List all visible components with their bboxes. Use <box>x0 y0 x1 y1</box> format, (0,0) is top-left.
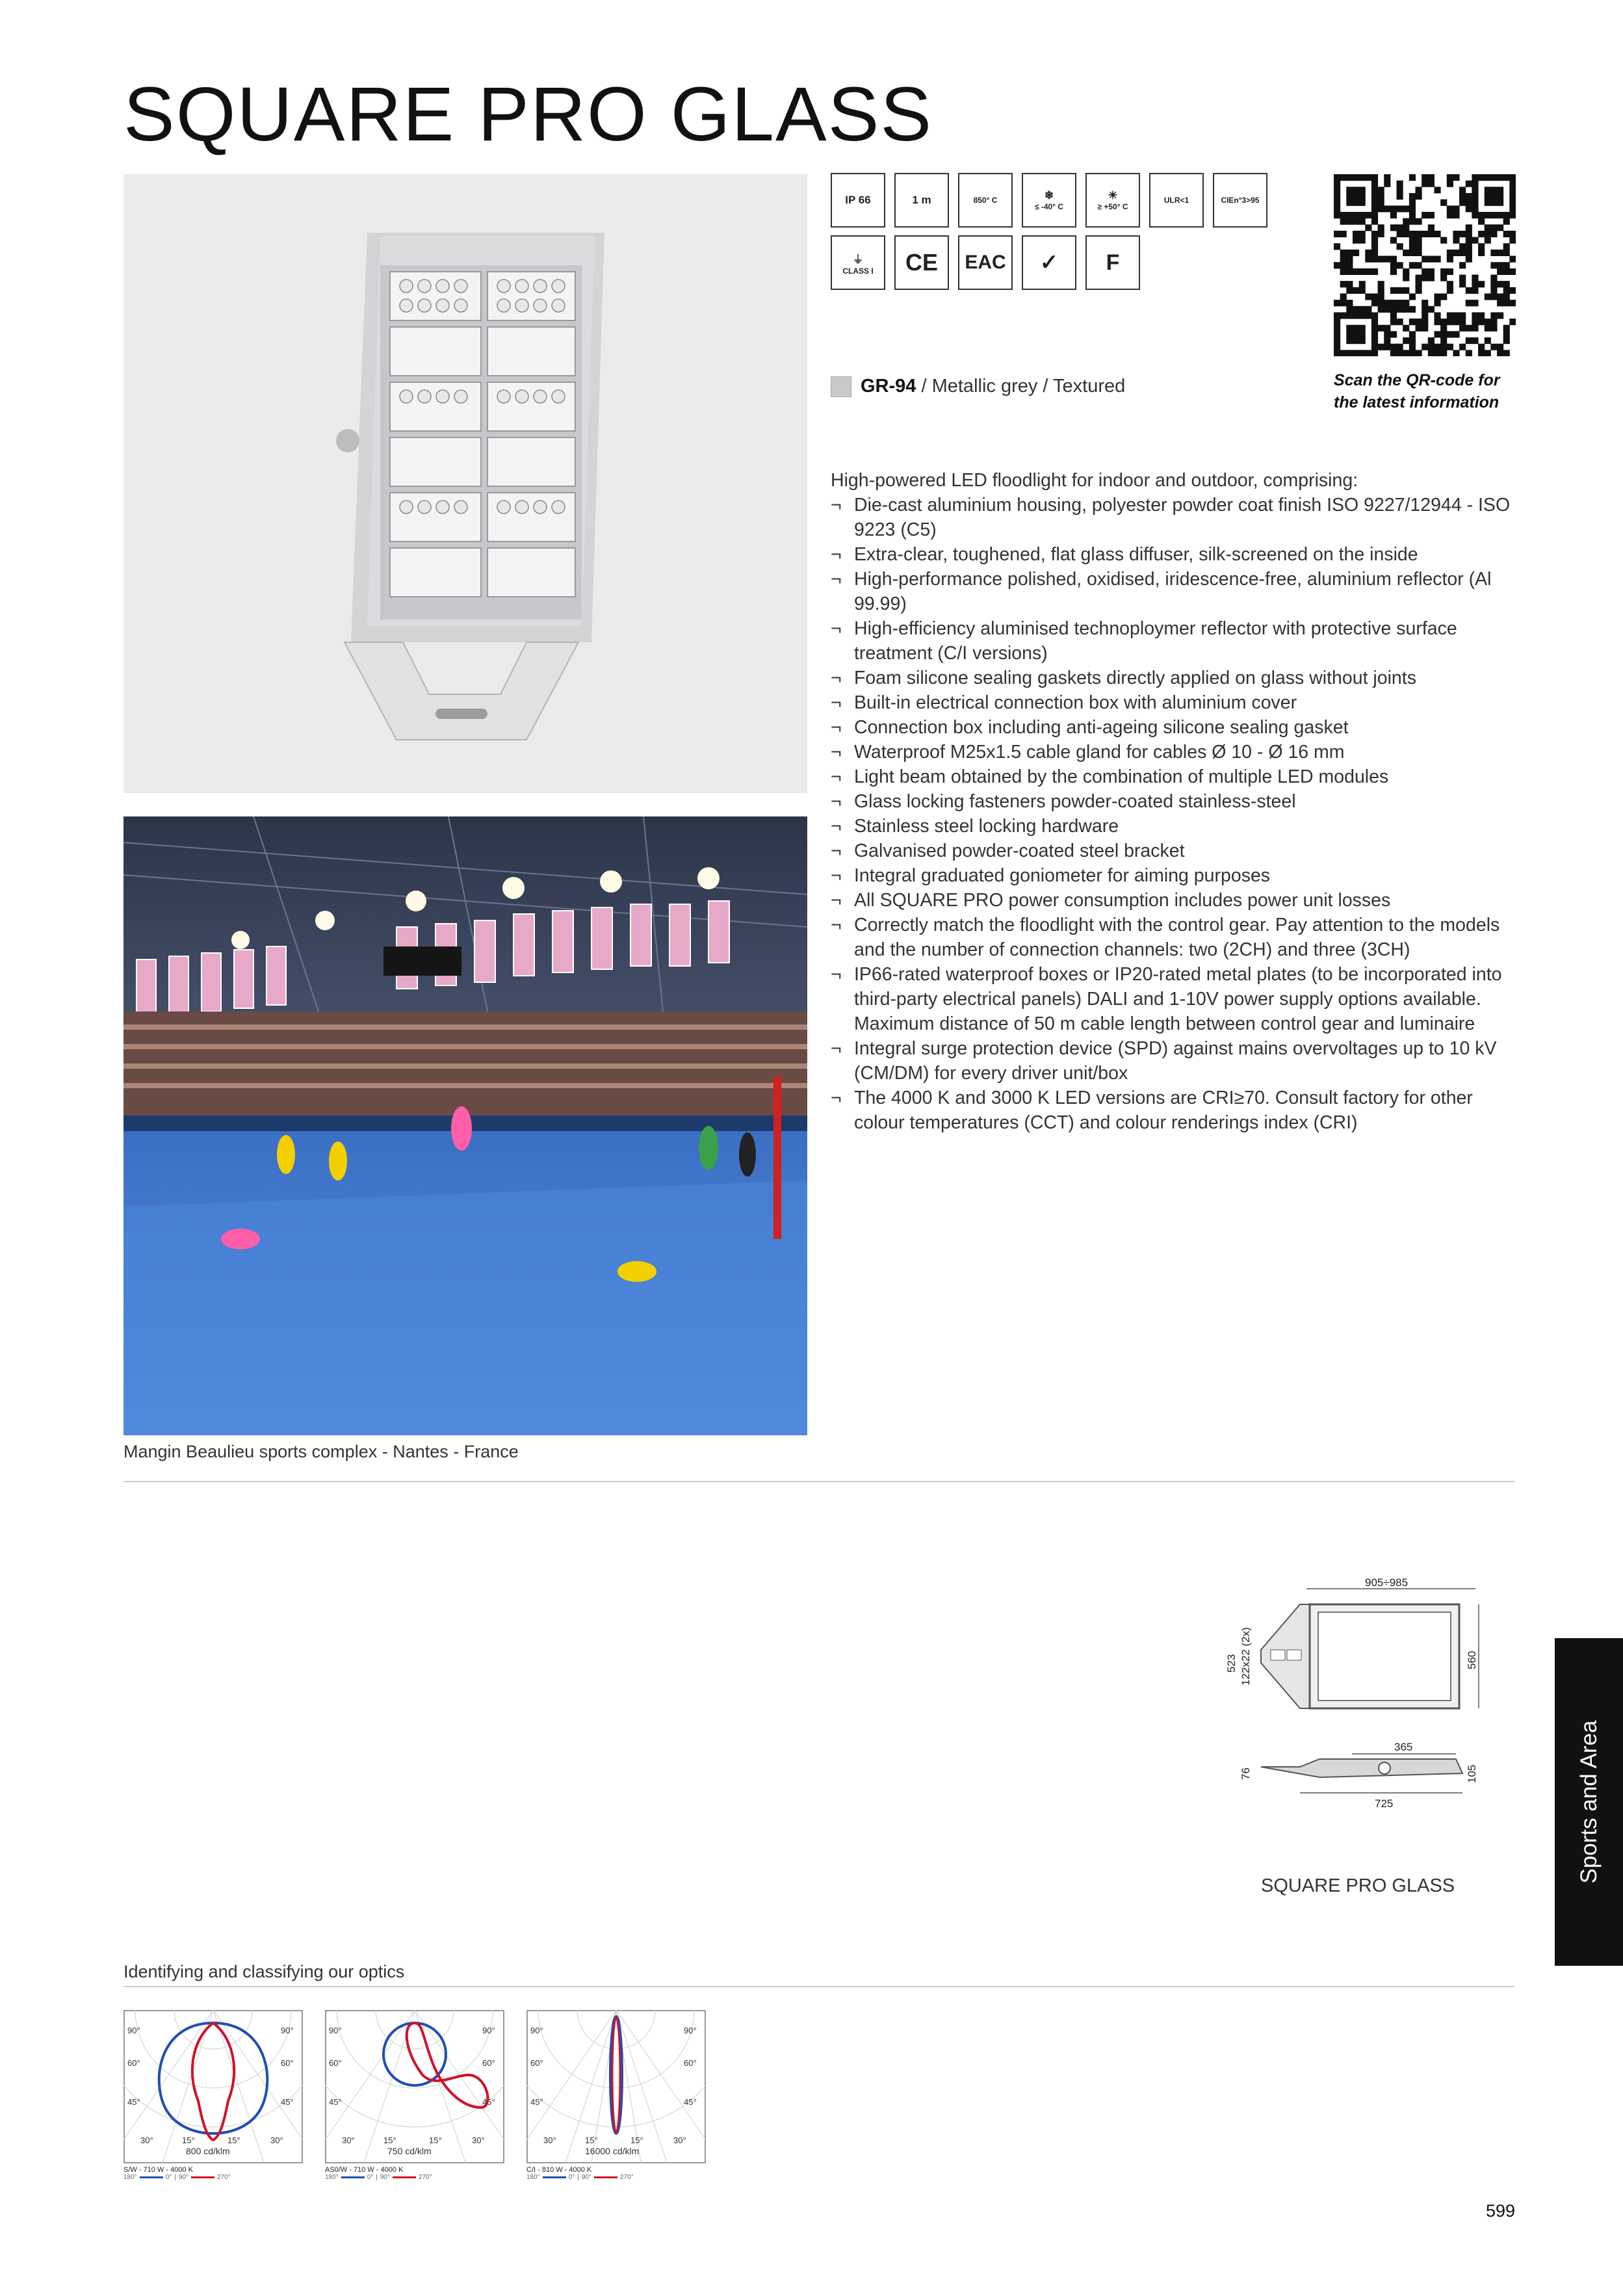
dim-side-bottom: 725 <box>1375 1797 1394 1810</box>
feature-item: ¬ Glass locking fasteners powder-coated stainless-steel <box>831 789 1520 814</box>
feature-item: ¬ Die-cast aluminium housing, polyester powder coat finish ISO 9227/12944 - ISO 9223 (C5) <box>831 493 1520 542</box>
color-swatch <box>831 376 851 397</box>
svg-text:45°: 45° <box>530 2097 543 2107</box>
feature-item: ¬ IP66-rated waterproof boxes or IP20-rated metal plates (to be incorporated into third-party electrical panels) DALI and 1-10V power supply options available. Maximum distance of 50 m cable length between control gear and luminaire <box>831 962 1520 1036</box>
cable-length-icon: 1 m <box>894 173 949 228</box>
optic-code: AS0/W - 710 W - 4000 K <box>325 2166 404 2174</box>
svg-text:45°: 45° <box>482 2097 495 2107</box>
optic-diagram-sw <box>123 2010 303 2181</box>
svg-text:60°: 60° <box>684 2058 697 2068</box>
optic-diagram-as0w <box>325 2010 504 2181</box>
feature-item: ¬ The 4000 K and 3000 K LED versions are CRI≥70. Consult factory for other colour temperatures (CCT) and colour renderings index (CRI) <box>831 1086 1520 1135</box>
polar-diagram <box>123 2010 303 2163</box>
section-tab-label: Sports and Area <box>1576 1720 1602 1884</box>
svg-text:45°: 45° <box>127 2097 140 2107</box>
finish-text: GR-94 / Metallic grey / Textured <box>861 376 1126 397</box>
feature-item: ¬ Connection box including anti-ageing silicone sealing gasket <box>831 715 1520 740</box>
spec-icons-row <box>831 173 1267 228</box>
product-description <box>831 468 1520 1135</box>
qr-code-graphic <box>1334 174 1516 356</box>
svg-text:15°: 15° <box>630 2135 643 2145</box>
glow-wire-icon: 850° C <box>958 173 1013 228</box>
optic-diagram-ci <box>526 2010 706 2181</box>
section-tab <box>1555 1638 1623 1966</box>
svg-text:60°: 60° <box>329 2058 342 2068</box>
product-photo <box>123 174 807 793</box>
feature-list <box>831 493 1520 1135</box>
dim-slot: 122x22 (2x) <box>1240 1627 1252 1686</box>
svg-text:45°: 45° <box>684 2097 697 2107</box>
optic-code: C/I - 810 W - 4000 K <box>526 2166 592 2174</box>
finish-option <box>831 376 1125 397</box>
eac-mark-icon: EAC <box>958 235 1013 290</box>
optic-legend: 180° 0° | 90° 270° <box>325 2174 432 2181</box>
svg-text:60°: 60° <box>281 2058 294 2068</box>
svg-text:90°: 90° <box>530 2026 543 2035</box>
svg-text:15°: 15° <box>429 2135 442 2145</box>
svg-text:60°: 60° <box>530 2058 543 2068</box>
polar-diagram <box>325 2010 504 2163</box>
svg-text:60°: 60° <box>127 2058 140 2068</box>
optic-legend: 180° 0° | 90° 270° <box>123 2174 231 2181</box>
svg-text:30°: 30° <box>342 2135 355 2145</box>
photo-caption: Mangin Beaulieu sports complex - Nantes - France <box>123 1442 519 1461</box>
feature-item: ¬ Waterproof M25x1.5 cable gland for cables Ø 10 - Ø 16 mm <box>831 740 1520 764</box>
divider <box>123 1986 1514 1987</box>
svg-text:15°: 15° <box>383 2135 396 2145</box>
svg-text:750 cd/klm: 750 cd/klm <box>387 2146 432 2156</box>
feature-item: ¬ Integral surge protection device (SPD) against mains overvoltages up to 10 kV (CM/DM) for every driver unit/box <box>831 1036 1520 1086</box>
description-intro: High-powered LED floodlight for indoor and outdoor, comprising: <box>831 470 1358 491</box>
feature-item: ¬ Light beam obtained by the combination of multiple LED modules <box>831 764 1520 789</box>
svg-text:45°: 45° <box>281 2097 294 2107</box>
arena-illustration <box>123 816 807 1435</box>
divider <box>123 1481 1514 1482</box>
page-title: SQUARE PRO GLASS <box>123 72 933 157</box>
optic-legend: 180° 0° | 90° 270° <box>526 2174 634 2181</box>
optics-heading: Identifying and classifying our optics <box>123 1962 405 1981</box>
class1-icon: ⏚ CLASS I <box>831 235 885 290</box>
cert-icons-row <box>831 235 1140 290</box>
drawing-label: SQUARE PRO GLASS <box>1261 1875 1455 1896</box>
ip66-icon: IP 66 <box>831 173 885 228</box>
feature-item: ¬ Stainless steel locking hardware <box>831 814 1520 839</box>
svg-text:90°: 90° <box>127 2026 140 2035</box>
svg-text:15°: 15° <box>585 2135 598 2145</box>
technical-drawing <box>1222 1578 1488 1819</box>
svg-text:60°: 60° <box>482 2058 495 2068</box>
floodlight-illustration <box>123 174 807 793</box>
ce-mark-icon: CE <box>894 235 949 290</box>
feature-item: ¬ Correctly match the floodlight with the control gear. Pay attention to the models and the number of connection channels: two (2CH) and three (3CH) <box>831 913 1520 962</box>
optic-code: S/W - 710 W - 4000 K <box>123 2166 193 2174</box>
qr-code[interactable] <box>1334 174 1516 356</box>
feature-item: ¬ High-performance polished, oxidised, iridescence-free, aluminium reflector (Al 99.99) <box>831 567 1520 616</box>
svg-text:90°: 90° <box>684 2026 697 2035</box>
max-temp-icon: ☀ ≥ +50° C <box>1085 173 1140 228</box>
svg-text:15°: 15° <box>227 2135 240 2145</box>
dim-height-right: 560 <box>1466 1650 1478 1669</box>
color-rendering-icon: CIEn°3>95 <box>1213 173 1267 228</box>
min-temp-icon: ❄ ≤ -40° C <box>1022 173 1076 228</box>
feature-item: ¬ All SQUARE PRO power consumption includes power unit losses <box>831 888 1520 913</box>
dim-width: 905÷985 <box>1365 1578 1409 1589</box>
svg-text:90°: 90° <box>281 2026 294 2035</box>
dim-side-left: 76 <box>1240 1768 1252 1780</box>
svg-text:30°: 30° <box>472 2135 485 2145</box>
feature-item: ¬ Galvanised powder-coated steel bracket <box>831 839 1520 863</box>
svg-text:16000 cd/klm: 16000 cd/klm <box>585 2146 640 2156</box>
qr-instruction: Scan the QR-code for the latest information <box>1334 371 1500 411</box>
svg-text:30°: 30° <box>270 2135 283 2145</box>
feature-item: ¬ Foam silicone sealing gaskets directly applied on glass without joints <box>831 666 1520 690</box>
dim-side-top: 365 <box>1394 1741 1413 1753</box>
feature-item: ¬ Extra-clear, toughened, flat glass diffuser, silk-screened on the inside <box>831 542 1520 567</box>
ulr-icon: ULR<1 <box>1149 173 1204 228</box>
feature-item: ¬ Integral graduated goniometer for aiming purposes <box>831 863 1520 888</box>
svg-text:800 cd/klm: 800 cd/klm <box>186 2146 230 2156</box>
f-mark-icon: F <box>1085 235 1140 290</box>
dim-height-left: 523 <box>1225 1654 1238 1673</box>
svg-text:90°: 90° <box>482 2026 495 2035</box>
page-number: 599 <box>1486 2201 1516 2221</box>
svg-text:15°: 15° <box>182 2135 195 2145</box>
rcm-mark-icon: ✓ <box>1022 235 1076 290</box>
svg-text:45°: 45° <box>329 2097 342 2107</box>
svg-text:90°: 90° <box>329 2026 342 2035</box>
feature-item: ¬ Built-in electrical connection box with aluminium cover <box>831 690 1520 715</box>
feature-item: ¬ High-efficiency aluminised technoploymer reflector with protective surface treatment (C/I versions) <box>831 616 1520 666</box>
svg-text:30°: 30° <box>673 2135 686 2145</box>
svg-text:30°: 30° <box>543 2135 556 2145</box>
svg-text:30°: 30° <box>140 2135 153 2145</box>
dim-side-right: 105 <box>1466 1764 1478 1783</box>
polar-diagram <box>526 2010 706 2163</box>
arena-photo <box>123 816 807 1435</box>
